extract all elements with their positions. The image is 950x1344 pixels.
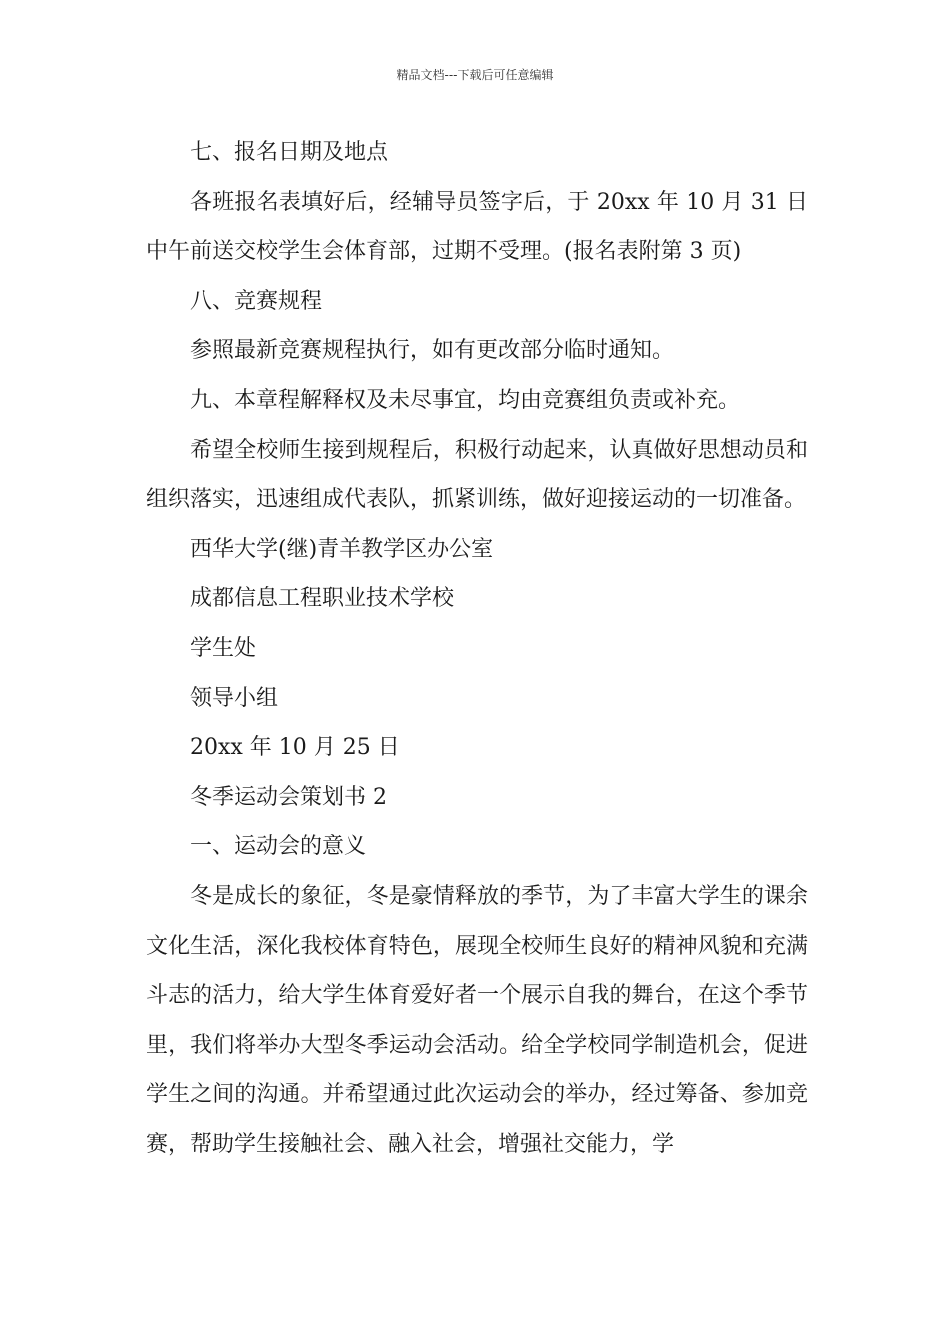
signature-office: 西华大学(继)青羊教学区办公室 [190,536,494,562]
paragraph-registration-details: 各班报名表填好后，经辅导员签字后，于 20xx 年 10 月 31 日中午前送交校学生会体育部，过期不受理。(报名表附第 3 页) [146,189,808,265]
section-heading-rules: 八、竞赛规程 [190,288,323,314]
signature-student-affairs: 学生处 [190,635,257,661]
section-heading-significance: 一、运动会的意义 [190,834,367,860]
page-header: 精品文档---下载后可任意编辑 [396,68,554,82]
section-heading-interpretation: 九、本章程解释权及未尽事宜，均由竞赛组负责或补充。 [190,387,741,413]
signature-school: 成都信息工程职业技术学校 [190,586,455,612]
paragraph-call-to-action: 希望全校师生接到规程后，积极行动起来，认真做好思想动员和组织落实，迅速组成代表队，抓紧训练，做好迎接运动的一切准备。 [146,437,808,513]
document-body [146,128,808,1169]
paragraph-significance: 冬是成长的象征，冬是豪情释放的季节，为了丰富大学生的课余文化生活，深化我校体育特色，展现全校师生良好的精神风貌和充满斗志的活力，给大学生体育爱好者一个展示自我的舞台，在这个季节里，我们将举办大型冬季运动会活动。给全学校同学制造机会，促进学生之间的沟通。并希望通过此次运动会的举办，经过筹备、参加竞赛，帮助学生接触社会、融入社会，增强社交能力，学 [146,883,808,1157]
paragraph-rules: 参照最新竞赛规程执行，如有更改部分临时通知。 [190,338,675,364]
signature-date: 20xx 年 10 月 25 日 [190,735,400,761]
signature-leadership: 领导小组 [190,685,279,711]
document-title-2: 冬季运动会策划书 2 [190,784,387,810]
section-heading-registration: 七、报名日期及地点 [190,140,389,165]
